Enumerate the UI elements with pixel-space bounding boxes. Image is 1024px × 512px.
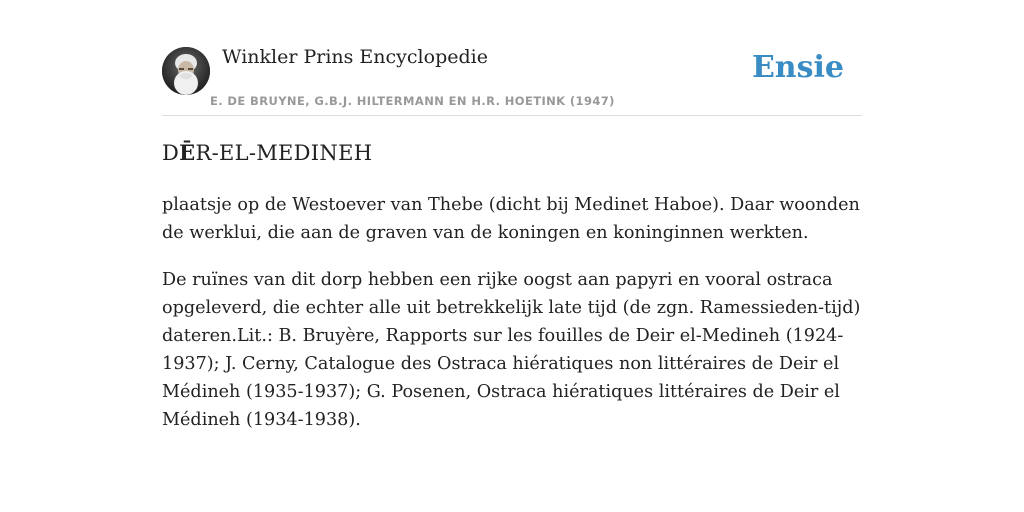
title-suffix: R-EL-MEDINEH <box>195 141 373 165</box>
authors-byline: E. DE BRUYNE, G.B.J. HILTERMANN EN H.R. HOETINK (1947) <box>210 94 615 108</box>
portrait-icon <box>162 47 210 95</box>
paragraph: plaatsje op de Westoever van Thebe (dicht bij Medinet Haboe). Daar woonden de werklui, die aan de graven van de koningen en koninginnen werkten. <box>162 195 860 243</box>
title-accent-letter: Ē <box>179 140 196 165</box>
article <box>162 140 862 453</box>
title-prefix: D <box>162 141 180 165</box>
ensie-logo-link[interactable]: Ensie <box>751 50 844 85</box>
site-title-link[interactable]: Winkler Prins Encyclopedie <box>222 46 488 68</box>
paragraph: De ruïnes van dit dorp hebben een rijke oogst aan papyri en vooral ostraca opgeleverd, die echter alle uit betrekkelijk late tijd (de zgn. Ramessieden-tijd) dateren.Lit.: B. Bruyère, Rapports sur les fouilles de Deir el-Medineh (1924-1937); J. Cerny, Catalogue des Ostraca hiératiques non littéraires de Deir el Médineh (1935-1937); G. Posenen, Ostraca hiératiques littéraires de Deir el Médineh (1934-1938). <box>162 270 861 430</box>
site-header <box>162 44 862 116</box>
page-title <box>162 140 862 165</box>
avatar[interactable] <box>162 47 210 95</box>
